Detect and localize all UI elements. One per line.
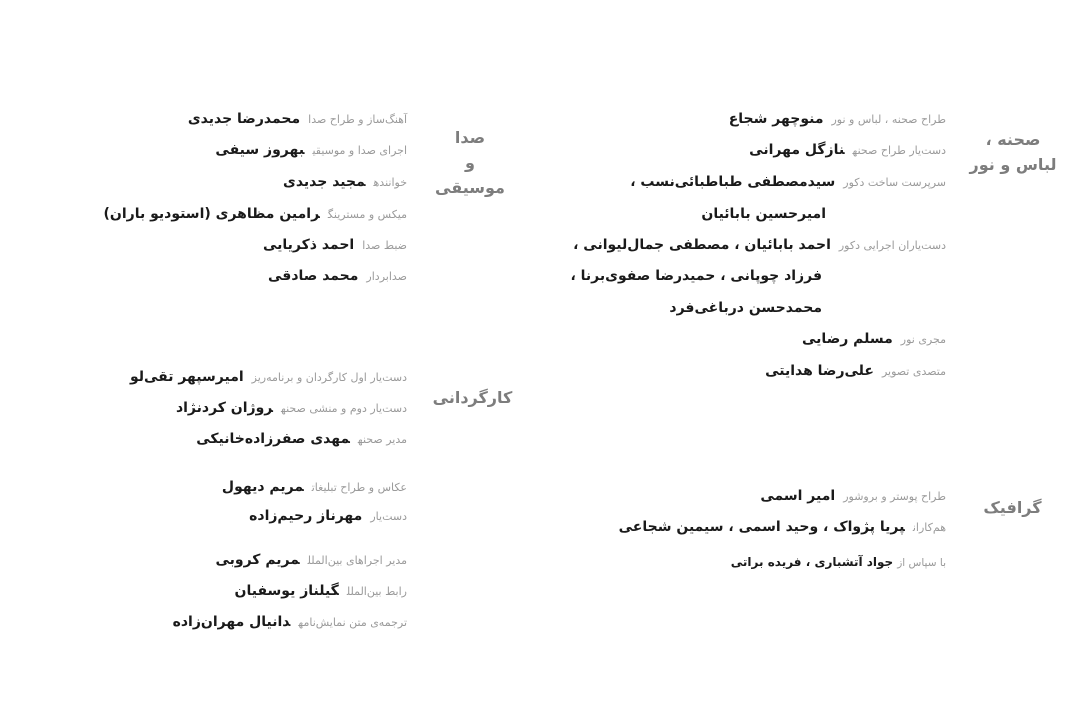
credit-row xyxy=(176,397,407,416)
credit-name: محمد صادقی xyxy=(268,268,359,284)
credit-name: گیلناز یوسفیان xyxy=(234,583,339,599)
credit-name: دانیال مهران‌زاده xyxy=(172,614,291,630)
credit-role: آهنگ‌ساز و طراح صدا xyxy=(308,113,407,126)
graphic-credits xyxy=(586,485,946,585)
section-title-sound-line3: موسیقی xyxy=(435,177,505,197)
credit-role: دست‌یار xyxy=(370,510,407,523)
credit-name: مریم کروبی xyxy=(215,552,300,568)
credit-row xyxy=(104,203,408,222)
credit-row xyxy=(215,549,407,568)
credit-row xyxy=(235,580,407,599)
credit-name: احمد ذکریایی xyxy=(263,237,355,253)
credit-name: روژان کردنژاد xyxy=(175,400,274,416)
credit-row xyxy=(268,265,407,284)
credit-role: هم‌کاران xyxy=(912,521,946,534)
credit-name: امیرسپهر تقی‌لو xyxy=(129,369,244,385)
credit-row xyxy=(765,360,946,379)
credit-row xyxy=(760,485,946,504)
section-title-stage-line1: صحنه ، xyxy=(985,130,1041,149)
credit-role: طراح صحنه ، لباس و نور xyxy=(831,113,946,126)
thanks-row xyxy=(731,551,946,570)
credit-role: دست‌یار طراح صحنه xyxy=(852,144,946,157)
credit-name: مهرناز رحیم‌زاده xyxy=(249,508,363,524)
credit-row xyxy=(130,366,407,385)
section-title-graphic: گرافیک xyxy=(983,498,1042,517)
credit-row xyxy=(283,171,407,190)
credit-row xyxy=(215,139,407,158)
section-title-sound-line1: صدا xyxy=(454,128,486,147)
credit-row xyxy=(802,328,946,347)
stage-credits xyxy=(570,108,946,388)
credit-name: محمدرضا جدیدی xyxy=(187,111,301,127)
section-title-stage xyxy=(968,128,1058,178)
thanks-label: با سپاس از xyxy=(897,557,946,569)
directing-credits xyxy=(77,366,407,636)
credit-name: فرزاد چوپانی ، حمیدرضا صفوی‌برنا ، xyxy=(570,268,822,284)
credit-row-continuation xyxy=(669,297,822,316)
credit-role: رابط بین‌الملل xyxy=(346,585,407,598)
credit-name: سیدمصطفی طباطبائی‌نسب ، xyxy=(630,174,836,190)
credit-row xyxy=(196,428,407,447)
credit-name: منوچهر شجاع xyxy=(728,111,824,127)
credit-row xyxy=(749,139,946,158)
credit-row xyxy=(188,108,407,127)
credit-role: ضبط صدا xyxy=(362,239,407,252)
credit-role: میکس و مسترینگ xyxy=(327,208,407,221)
section-title-sound xyxy=(430,126,510,200)
credit-role: دست‌یاران اجرایی دکور xyxy=(838,239,946,252)
credit-name: مریم دیهول xyxy=(221,479,304,495)
credit-name: رامین مظاهری (استودیو باران) xyxy=(103,206,320,222)
credit-row xyxy=(573,234,946,253)
credit-role: اجرای صدا و موسیقی xyxy=(312,144,407,157)
credit-name: مسلم رضایی xyxy=(802,331,893,347)
credit-name: علی‌رضا هدایتی xyxy=(765,363,874,379)
credit-role: صدابردار xyxy=(366,270,407,283)
sound-credits xyxy=(87,108,407,298)
thanks-names: جواد آتشباری ، فریده براتی xyxy=(730,555,894,569)
credit-row xyxy=(263,234,407,253)
credit-row xyxy=(729,108,946,127)
credit-role: عکاس و طراح تبلیغات xyxy=(311,481,407,494)
credit-name: امیرحسین بابائیان xyxy=(701,206,826,222)
credit-role: مدیر اجراهای بین‌الملل xyxy=(307,554,407,567)
credit-role: مدیر صحنه xyxy=(357,433,407,446)
credit-row-continuation xyxy=(701,203,826,222)
credit-role: ترجمه‌ی متن نمایش‌نامه xyxy=(298,616,407,629)
credit-role: مجری نور xyxy=(900,333,946,346)
credit-name: نازگل مهرانی xyxy=(749,142,845,158)
credit-row-continuation xyxy=(570,265,822,284)
section-title-stage-line2: لباس و نور xyxy=(969,154,1057,174)
credit-row xyxy=(619,516,946,535)
credit-role: طراح پوستر و بروشور xyxy=(843,490,946,503)
credit-role: سرپرست ساخت دکور xyxy=(843,176,946,189)
credit-name: محمدحسن درباغی‌فرد xyxy=(669,300,822,316)
credit-row xyxy=(173,611,407,630)
credit-role: دست‌یار اول کارگردان و برنامه‌ریز xyxy=(251,371,407,384)
credit-name: مجید جدیدی xyxy=(282,174,366,190)
credit-name: بهروز سیفی xyxy=(215,142,305,158)
credit-name: امیر اسمی xyxy=(760,488,836,504)
credit-row xyxy=(222,476,407,495)
credit-role: متصدی تصویر xyxy=(881,365,946,378)
section-title-directing: کارگردانی xyxy=(432,388,513,407)
credit-row xyxy=(249,505,407,524)
credit-row xyxy=(630,171,946,190)
credit-role: دست‌یار دوم و منشی صحنه xyxy=(281,402,407,415)
section-title-sound-line2: و xyxy=(465,152,475,172)
credit-role: خواننده xyxy=(373,176,407,189)
credit-name: احمد بابائیان ، مصطفی جمال‌لیوانی ، xyxy=(573,237,831,253)
credit-name: پریا پژواک ، وحید اسمی ، سیمین شجاعی xyxy=(618,519,905,535)
credit-name: مهدی صفرزاده‌خانیکی xyxy=(196,431,350,447)
